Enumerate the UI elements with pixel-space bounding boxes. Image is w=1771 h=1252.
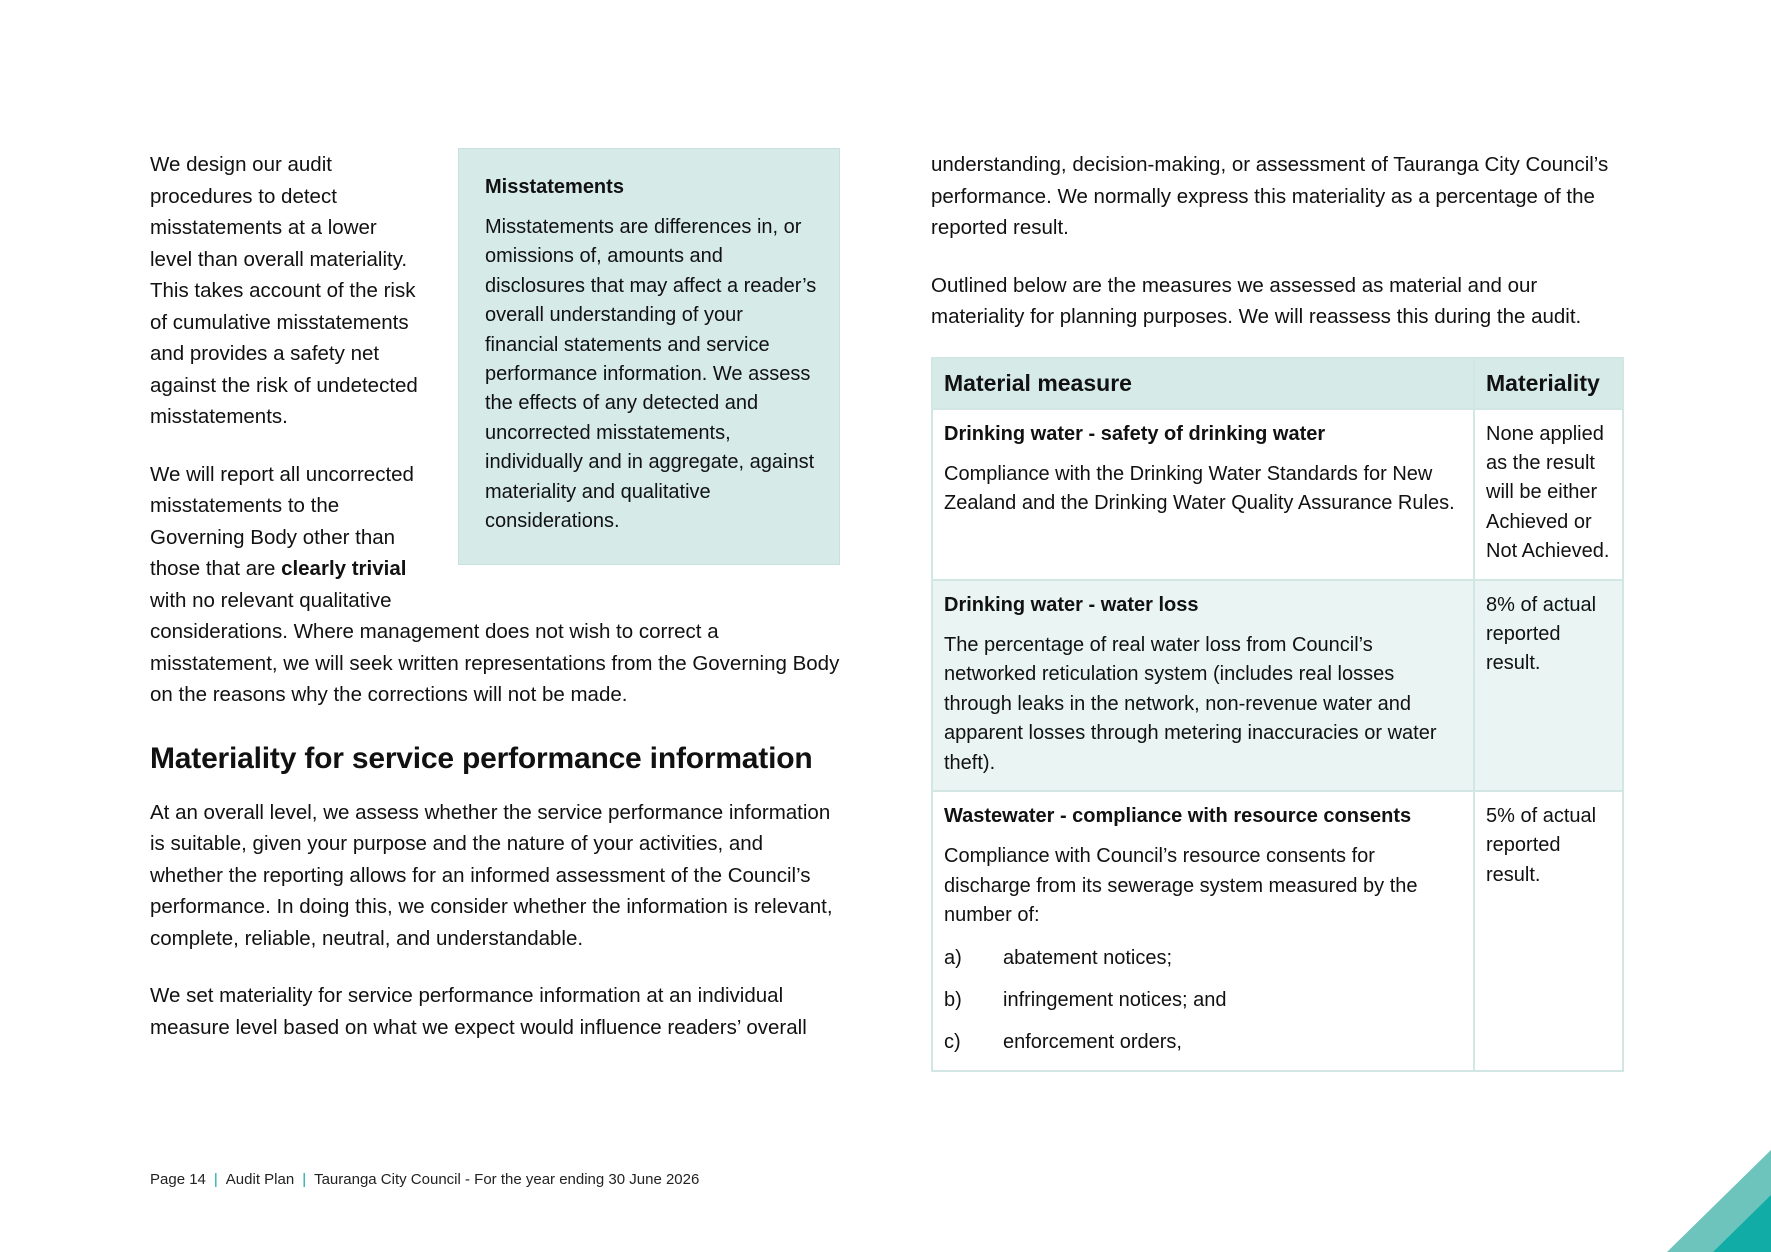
report-text-after: with no relevant qualitative considerations. Where management does not wish to correct a misstatement, we will seek written representations from the Governing Body on the reasons why the corrections will not be made. (150, 588, 840, 706)
materiality-table (931, 357, 1624, 1072)
measure-cell (932, 580, 1474, 791)
table-row (932, 580, 1623, 791)
left-column (150, 149, 840, 1043)
list-item (944, 986, 1462, 1015)
list-item (944, 1028, 1462, 1057)
materiality-cell: 8% of actual reported result. (1474, 580, 1623, 791)
callout-title: Misstatements (485, 176, 624, 198)
callout-body: Misstatements are differences in, or omissions of, amounts and disclosures that may affect a reader’s overall understanding of your financial statements and service performance information. We assess the effects of any detected and uncorrected misstatements, individually and in aggregate, against materiality and qualitative considerations. (485, 216, 817, 533)
measure-title: Wastewater - compliance with resource consents (944, 804, 1412, 827)
list-item (944, 944, 1462, 973)
materiality-cell: 5% of actual reported result. (1474, 791, 1623, 1071)
header-materiality: Materiality (1474, 358, 1623, 409)
section-heading: Materiality for service performance information (150, 741, 813, 775)
list-marker: a) (944, 946, 962, 969)
intro-paragraph: We design our audit procedures to detect misstatements at a lower level than overall materiality. This takes account of the risk of cumulative misstatements and provides a safety net against the risk of undetected misstatements. (150, 153, 418, 428)
list-marker: c) (944, 1031, 961, 1054)
right-column (931, 149, 1624, 1072)
misstatements-callout (458, 148, 840, 565)
table-header-row (932, 358, 1623, 409)
report-text-before: We will report all uncorrected misstatements to the Governing Body other than those that are (150, 462, 414, 580)
list-text: infringement notices; and (1003, 989, 1227, 1011)
outline-paragraph: Outlined below are the measures we assessed as material and our materiality for planning purposes. We will reassess this during the audit. (931, 273, 1582, 328)
list-marker: b) (944, 989, 962, 1011)
measure-cell (932, 409, 1474, 580)
measure-title: Drinking water - safety of drinking water (944, 422, 1326, 445)
overall-paragraph: At an overall level, we assess whether the service performance information is suitable, given your purpose and the nature of your activities, and whether the reporting allows for an informed assessment of the Council’s performance. In doing this, we consider whether the information is relevant, complete, reliable, neutral, and understandable. (150, 800, 833, 950)
footer-organisation: Tauranga City Council - For the year ending 30 June 2026 (314, 1171, 700, 1188)
list-text: enforcement orders, (1003, 1031, 1182, 1054)
footer-page-number: Page 14 (150, 1171, 206, 1188)
measure-description: Compliance with the Drinking Water Standards for New Zealand and the Drinking Water Quality Assurance Rules. (944, 462, 1455, 515)
footer-separator: | (302, 1171, 307, 1188)
footer-document: Audit Plan (225, 1171, 295, 1188)
teal-corner-triangle-icon (1667, 1150, 1771, 1252)
footer-separator: | (213, 1171, 218, 1188)
header-material-measure: Material measure (932, 358, 1474, 409)
table-row (932, 409, 1623, 580)
page-footer (150, 1170, 699, 1190)
measure-description: The percentage of real water loss from Council’s networked reticulation system (includes real losses through leaks in the network, non-revenue water and apparent losses through metering inaccuracies or water theft). (944, 633, 1437, 774)
table-row (932, 791, 1623, 1071)
set-materiality-paragraph: We set materiality for service performance information at an individual measure level based on what we expect would influence readers’ overall (150, 984, 807, 1039)
list-text: abatement notices; (1003, 946, 1172, 969)
report-text-bold: clearly trivial (281, 557, 407, 580)
measure-cell (932, 791, 1474, 1071)
materiality-cell: None applied as the result will be either Achieved or Not Achieved. (1474, 409, 1623, 580)
continued-paragraph: understanding, decision-making, or assessment of Tauranga City Council’s performance. We normally express this materiality as a percentage of the reported result. (931, 153, 1609, 239)
measure-title: Drinking water - water loss (944, 593, 1199, 616)
measure-description: Compliance with Council’s resource consents for discharge from its sewerage system measured by the number of: (944, 845, 1418, 927)
